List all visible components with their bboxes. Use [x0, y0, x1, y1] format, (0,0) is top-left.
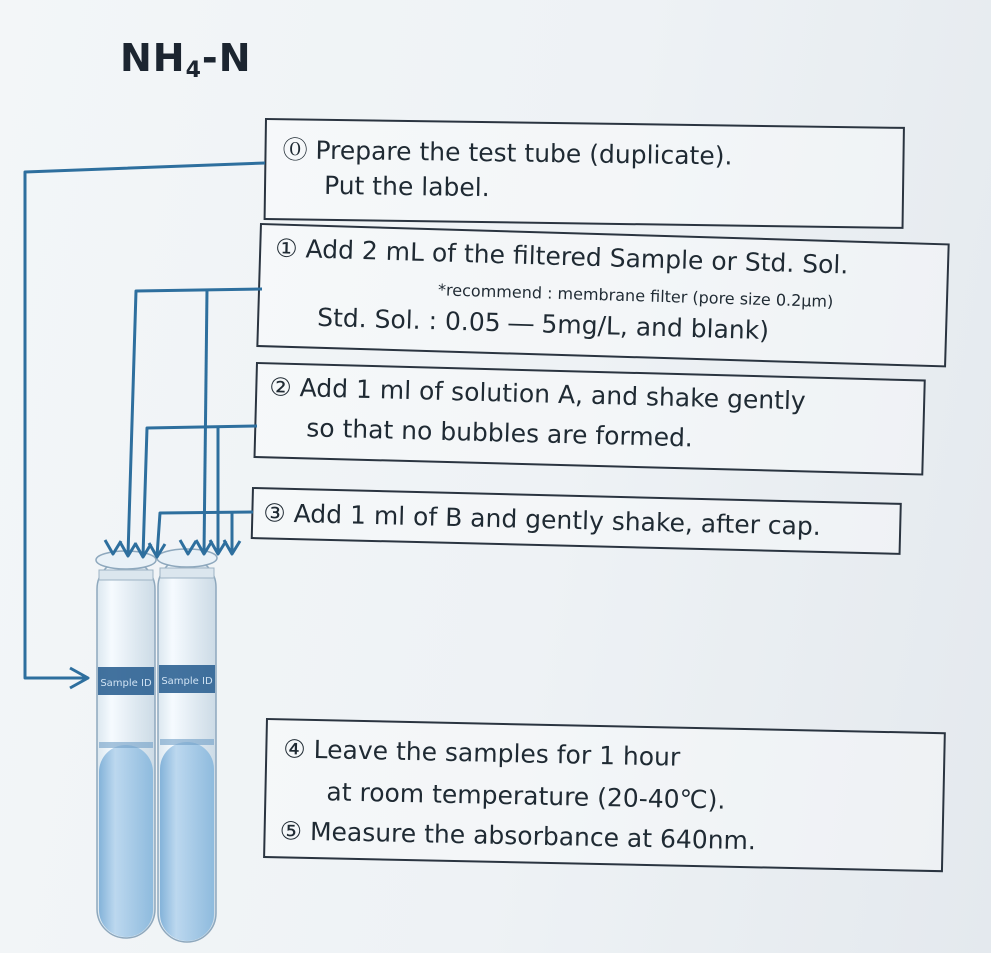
- step-1-note: *recommend : membrane filter (pore size 0.2μm): [437, 280, 834, 312]
- tube-1-label: Sample ID: [100, 678, 152, 689]
- step-4-line-2: at room temperature (20-40℃).: [326, 777, 726, 815]
- step-4-line-1: ④ Leave the samples for 1 hour: [283, 734, 681, 772]
- tube-2-label: Sample ID: [161, 676, 213, 687]
- step-3-line-1: ③ Add 1 ml of B and gently shake, after cap.: [263, 498, 822, 541]
- test-tube-1: [96, 551, 156, 938]
- connector-step-2-a: [143, 426, 257, 556]
- step-2-line-1: ② Add 1 ml of solution A, and shake gently: [268, 372, 807, 416]
- step-0-line-1: ⓪ Prepare the test tube (duplicate).: [282, 135, 733, 171]
- step-0-line-2: Put the label.: [323, 170, 490, 203]
- step-1-line-3: Std. Sol. : 0.05 ― 5mg/L, and blank): [316, 302, 770, 346]
- step-5-line-1: ⑤ Measure the absorbance at 640nm.: [279, 816, 757, 856]
- test-tube-2: [157, 549, 217, 942]
- step-2-line-2: so that no bubbles are formed.: [305, 413, 694, 453]
- connector-step-1-a: [128, 289, 262, 555]
- step-1-line-1: ① Add 2 mL of the filtered Sample or Std. Sol.: [274, 233, 849, 280]
- page-title: $NH_4-N$: [120, 36, 252, 83]
